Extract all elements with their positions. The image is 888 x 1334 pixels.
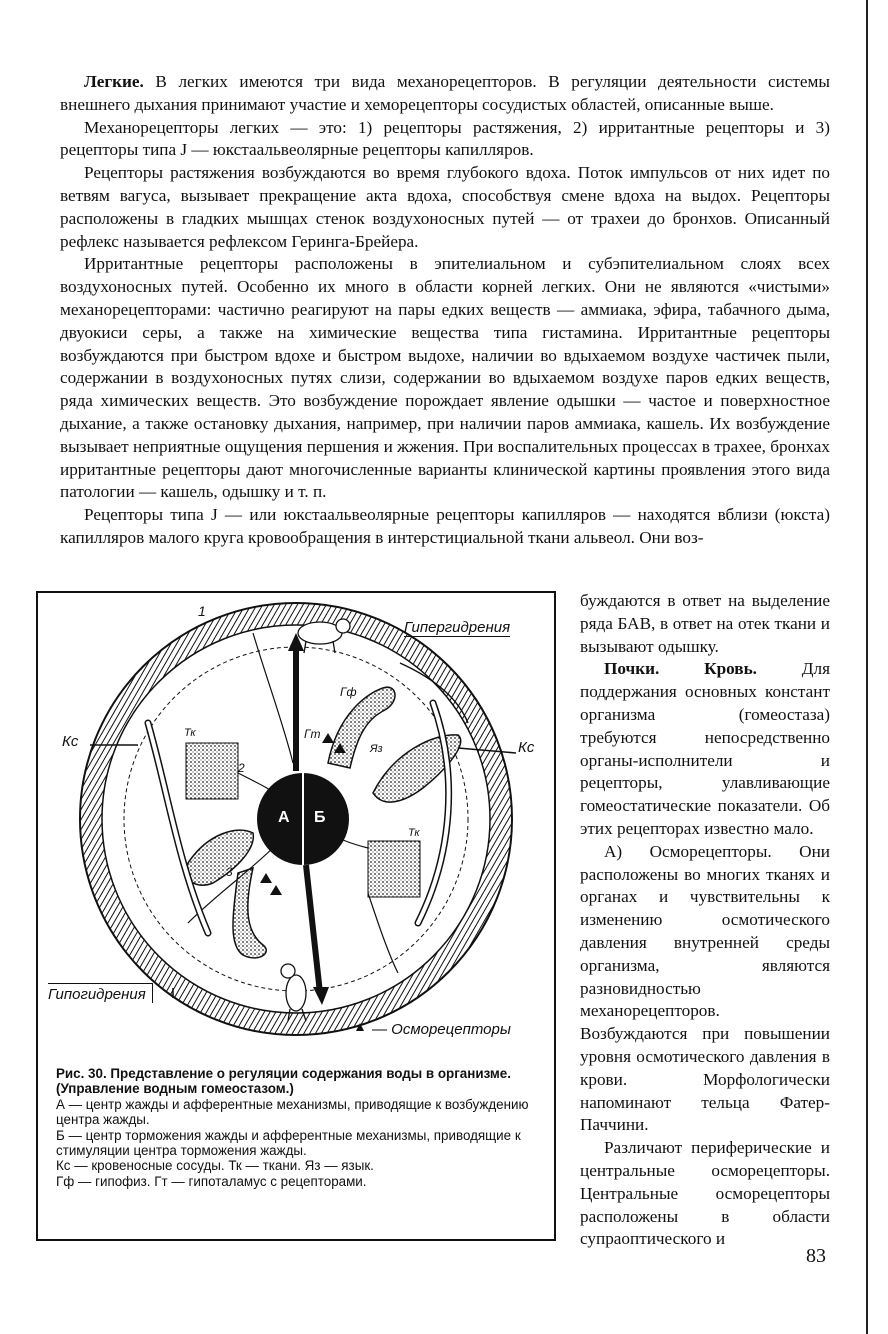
label-pituitary: Гф — [340, 685, 357, 699]
tissue-box-left — [186, 743, 238, 799]
paragraph-j-receptors: Рецепторы типа J — или юкстаальвеолярные рецепторы капилляров — находятся вблизи (юкста) капилляров малого круга кровообращения в интерстициальной ткани альвеол. Они воз- — [60, 505, 830, 547]
label-hypothalamus: Гт — [304, 727, 321, 741]
dog-top-icon — [298, 619, 350, 653]
page-number: 83 — [806, 1245, 826, 1267]
caption-title: Рис. 30. Представление о регуляции содержания воды в организме. (Управление водным гомеостазом.) — [56, 1066, 511, 1097]
caption-line-a: А — центр жажды и афферентные механизмы, приводящие к возбуждению центра жажды. — [56, 1096, 529, 1128]
paragraph-mechanoreceptors: Механорецепторы легких — это: 1) рецепторы растяжения, 2) ирритантные рецепторы и 3) рецепторы типа J — юкстаальвеолярные рецепторы капилляров. — [60, 117, 830, 160]
label-hyperhydration: Гипергидрения — [404, 619, 511, 636]
caption-line-d: Гф — гипофиз. Гт — гипоталамус с рецепторами. — [56, 1173, 367, 1189]
figure-label-2: 2 — [238, 761, 245, 775]
figure-label-1: 1 — [198, 603, 206, 619]
caption-line-c: Кс — кровеносные сосуды. Тк — ткани. Яз — язык. — [56, 1158, 374, 1174]
main-text — [60, 71, 830, 550]
right-column-text — [580, 590, 830, 1251]
label-tissue-right: Тк — [408, 827, 420, 839]
paragraph-irritant-receptors: Ирритантные рецепторы расположены в эпителиальном и субэпителиальном слоях всех воздухоносных путей. Особенно их много в области корней легких. Они не являются «чистыми» механорецепторами: частично реагируют на пары едких веществ — аммиака, эфира, табачного дыма, двуокиси серы, а также на химические вещества типа гистамина. Ирритантные рецепторы возбуждаются при быстром вдохе и быстром выдохе, наличии во вдыхаемом воздухе частичек пыли, содержании в воздухоносных путях слизи, содержании во вдыхаемом воздухе паров едких веществ, ряда химических веществ. Это возбуждение порождает явление одышки — частое и поверхностное дыхание, а также остановку дыхания, например, при наличии паров аммиака, кашель. Их возбуждение вызывает неприятные ощущения першения и жжения. При воспалительных процессах в трахее, бронхах ирритантные рецепторы дают многочисленные варианты клинической картины проявления этого вида патологии — кашель, одышку и т. п. — [60, 254, 830, 502]
nerve-curve-1 — [253, 633, 293, 763]
paragraph-stretch-receptors: Рецепторы растяжения возбуждаются во время глубокого вдоха. Поток импульсов от них идет по ветвям вагуса, вызывает прекращение акта вдоха, способствуя смене вдоха на выдох. Рецепторы расположены в гладких мышцах стенок воздухоносных путей — от трахеи до бронхов. Описанный рефлекс называется рефлексом Геринга-Брейера. — [60, 163, 830, 251]
figure-30 — [36, 591, 556, 1241]
pituitary-shape — [328, 687, 395, 768]
label-vessels-left: Кс — [62, 733, 79, 750]
paragraph-j-receptors-continued: буждаются в ответ на выделение ряда БАВ, в ответ на отек ткани и вызывают одышку. — [580, 591, 830, 656]
heading-lungs: Легкие. — [84, 72, 144, 91]
paragraph-osmoreceptor-types: Различают периферические и центральные осморецепторы. Центральные осморецепторы расположены в области супраоптического и — [580, 1138, 830, 1249]
label-tongue: Яз — [370, 743, 383, 755]
tissue-box-right — [368, 841, 420, 897]
figure-caption — [56, 1066, 541, 1189]
paragraph-kidneys: Почки. Кровь. Для поддержания основных констант организма (гомеостаза) требуются непосредственно органы-исполнители и рецепторы, улавливающие гомеостатические показатели. Об этих рецепторах известно мало. — [580, 659, 830, 838]
osmoreceptor-icon — [260, 873, 272, 883]
label-center-b: Б — [314, 809, 326, 826]
arrow-down-head — [313, 987, 329, 1005]
label-center-a: А — [278, 809, 290, 826]
vessel-band-right-inner — [418, 703, 449, 923]
label-vessels-right: Кс — [518, 739, 535, 756]
arrow-down-shaft — [306, 865, 320, 993]
legend-osmoreceptors: — Осморецепторы — [372, 1021, 511, 1038]
paragraph-osmoreceptors: А) Осморецепторы. Они расположены во многих тканях и органах и чувствительны к изменению осмотического давления внутренней среды организма, являются разновидностью механорецепторов. Возбуждаются при повышении уровня осмотического давления в крови. Морфологически напоминают тельца Фатер-Паччини. — [580, 841, 830, 1135]
caption-line-b: Б — центр торможения жажды и афферентные механизмы, приводящие к стимуляции центра торможения жажды. — [56, 1127, 521, 1159]
osmoreceptor-icon — [322, 733, 334, 743]
heading-kidneys: Почки. Кровь. — [604, 659, 757, 679]
label-tissue-left: Тк — [184, 727, 196, 739]
figure-label-3: 3 — [226, 865, 233, 879]
page-edge-line — [866, 0, 868, 1334]
label-hypohydration: Гипогидрения — [48, 983, 153, 1003]
paragraph-lungs: Легкие. В легких имеются три вида механорецепторов. В регуляции деятельности системы внешнего дыхания принимают участие и хеморецепторы сосудистых областей, описанные выше. — [60, 72, 830, 114]
osmoreceptor-icon — [270, 885, 282, 895]
nerve-curve-5 — [368, 893, 398, 973]
